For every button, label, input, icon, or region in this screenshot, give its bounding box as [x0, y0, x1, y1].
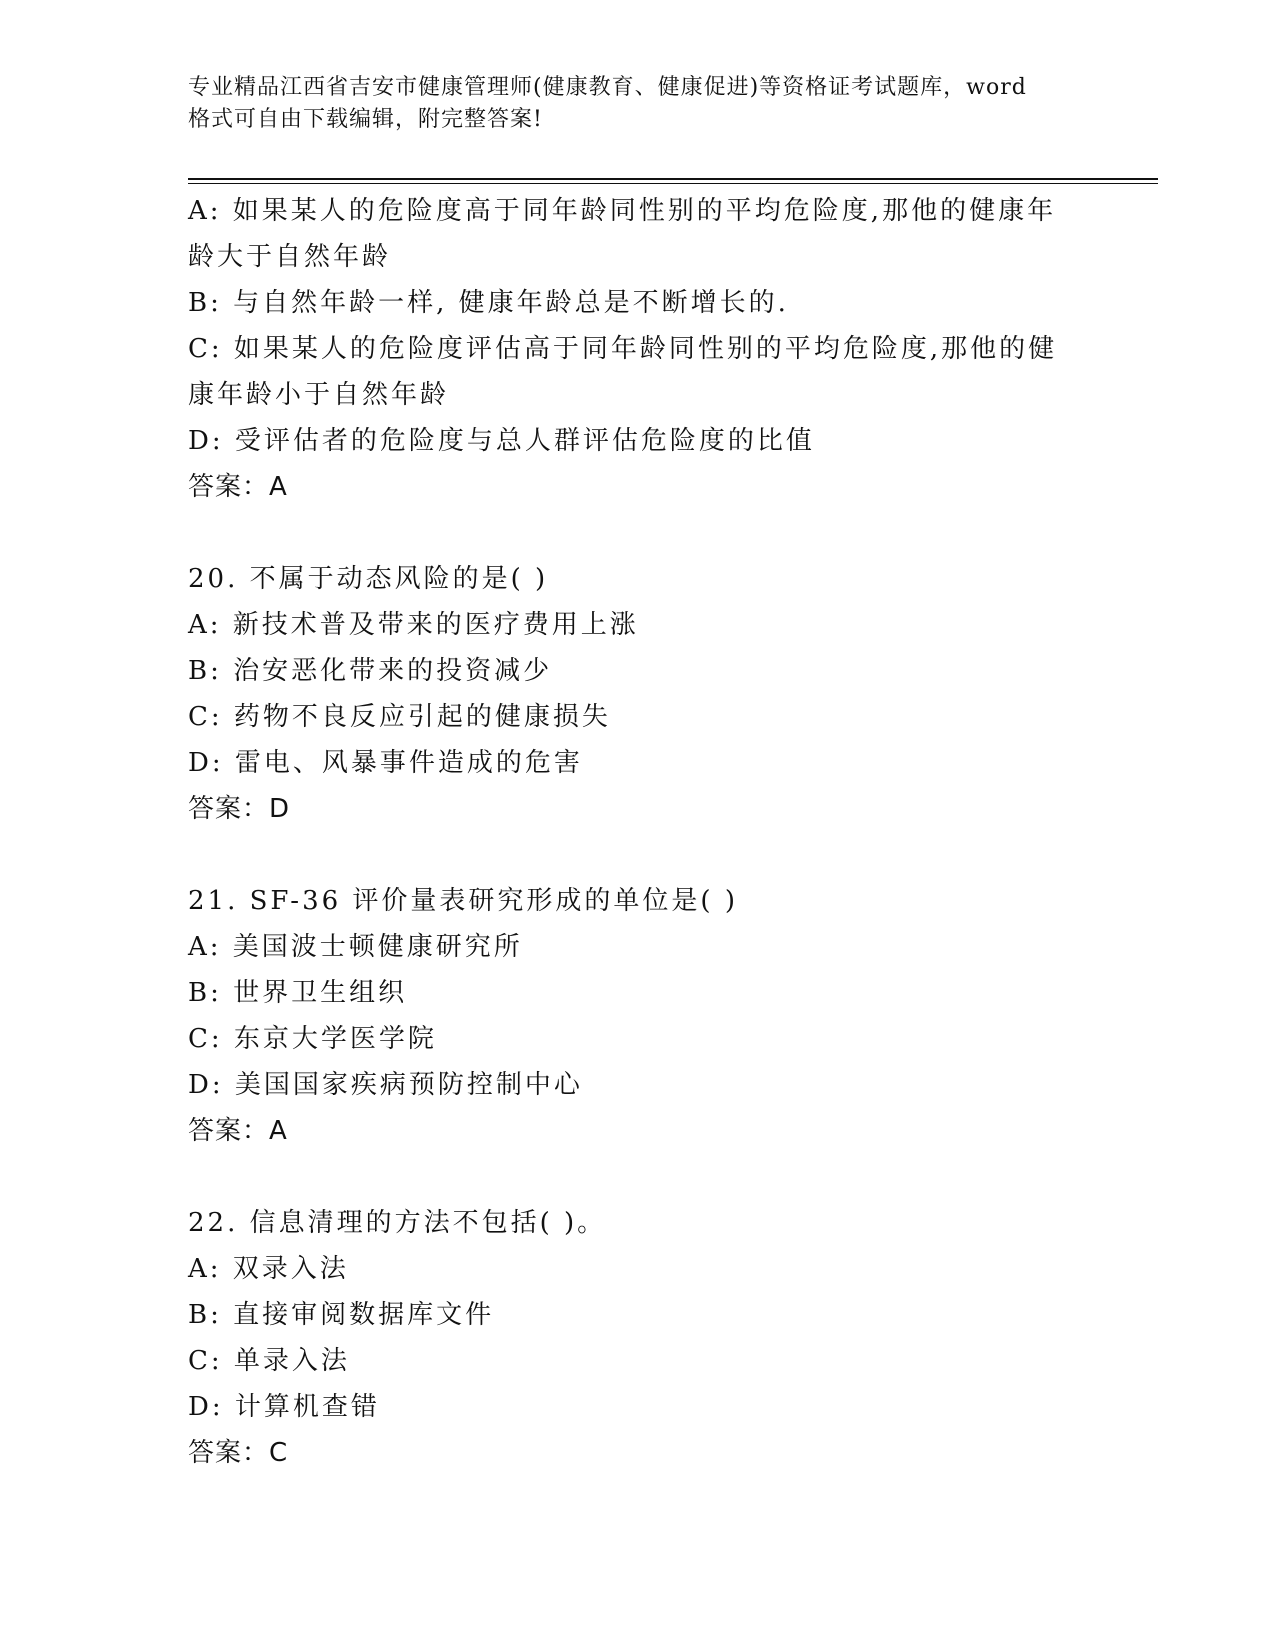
question-list [188, 188, 1088, 1476]
option-c: C: 药物不良反应引起的健康损失 [188, 702, 611, 732]
answer: 答案：A [188, 472, 288, 502]
question-stem: 20. 不属于动态风险的是( ) [188, 564, 549, 594]
question-stem: 21. SF-36 评价量表研究形成的单位是( ) [188, 886, 738, 916]
option-b: B: 直接审阅数据库文件 [188, 1300, 495, 1330]
option-a: A: 如果某人的危险度高于同年龄同性别的平均危险度,那他的健康年 [188, 196, 1057, 226]
document-header [188, 72, 1108, 136]
option-a-continued: 龄大于自然年龄 [188, 242, 392, 272]
option-c: C: 单录入法 [188, 1346, 350, 1376]
option-d: D: 受评估者的危险度与总人群评估危险度的比值 [188, 426, 815, 456]
header-divider-thin [188, 183, 1158, 184]
option-d: D: 雷电、风暴事件造成的危害 [188, 748, 583, 778]
question-21 [188, 878, 1088, 1154]
option-b: B: 世界卫生组织 [188, 978, 408, 1008]
option-c: C: 东京大学医学院 [188, 1024, 437, 1054]
question-stem: 22. 信息清理的方法不包括( )。 [188, 1208, 607, 1238]
header-divider-thick [188, 178, 1158, 180]
header-line-1: 专业精品江西省吉安市健康管理师(健康教育、健康促进)等资格证考试题库，word [188, 75, 1027, 100]
spacer [188, 832, 1088, 878]
option-d: D: 美国国家疾病预防控制中心 [188, 1070, 583, 1100]
option-c-continued: 康年龄小于自然年龄 [188, 380, 450, 410]
question-19 [188, 188, 1088, 510]
answer: 答案：D [188, 794, 291, 824]
question-20 [188, 556, 1088, 832]
spacer [188, 1154, 1088, 1200]
option-a: A: 美国波士顿健康研究所 [188, 932, 523, 962]
option-b: B: 治安恶化带来的投资减少 [188, 656, 553, 686]
question-22 [188, 1200, 1088, 1476]
option-a: A: 双录入法 [188, 1254, 349, 1284]
answer: 答案：A [188, 1116, 288, 1146]
option-b: B: 与自然年龄一样, 健康年龄总是不断增长的. [188, 288, 789, 318]
option-c: C: 如果某人的危险度评估高于同年龄同性别的平均危险度,那他的健 [188, 334, 1058, 364]
answer: 答案：C [188, 1438, 289, 1468]
option-d: D: 计算机查错 [188, 1392, 380, 1422]
spacer [188, 510, 1088, 556]
header-line-2: 格式可自由下载编辑，附完整答案! [188, 107, 543, 132]
option-a: A: 新技术普及带来的医疗费用上涨 [188, 610, 639, 640]
